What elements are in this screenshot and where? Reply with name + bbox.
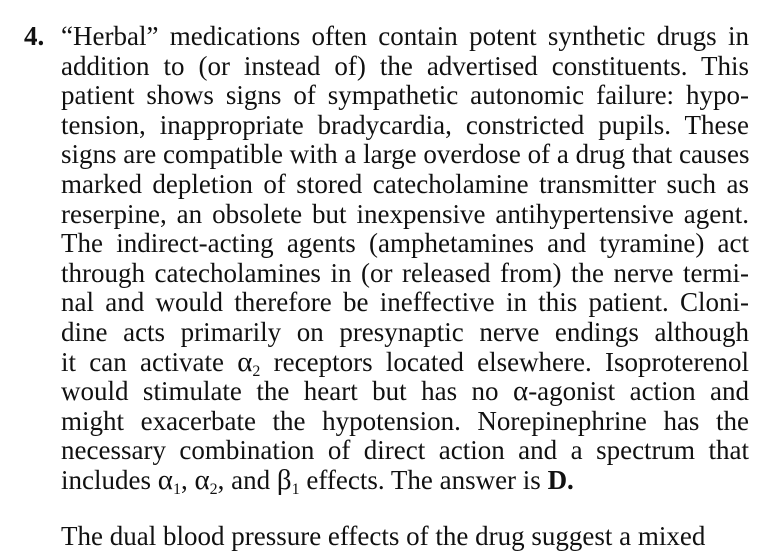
text-line: “Herbal” medications often contain potent synthetic drugs in [61,21,749,51]
next-item-cutoff [61,521,749,551]
text-line: might exacerbate the hypotension. Norepinephrine has the [61,405,749,436]
answer-explanation [61,22,749,496]
text-line: reserpine, an obsolete but inexpensive antihypertensive agent. [61,198,749,229]
text-fragment: includes [61,464,158,495]
text-fragment: , [180,464,195,495]
alpha-symbol: α [237,345,253,378]
text-line: necessary combination of direct action and a spectrum that [61,435,749,466]
alpha-symbol: α [512,375,529,408]
text-line: signs are compatible with a large overdose of a drug that causes [61,139,750,170]
text-line: dine acts primarily on presynaptic nerve endings although [61,316,749,347]
text-line-alpha [61,377,749,407]
text-fragment: -agonist action and [528,376,749,407]
beta-symbol: β [276,463,292,496]
text-line: marked depletion of stored catecholamine transmitter such as [61,168,749,199]
text-line-answer [61,463,749,498]
text-line: tension, inappropriate bradycardia, constricted pupils. These [61,109,749,140]
item-number: 4. [24,21,45,51]
answer-letter: D. [547,464,574,495]
text-fragment: , and [217,464,277,495]
text-line: patient shows signs of sympathetic autonomic failure: hypo- [61,80,749,111]
alpha-symbol: α [157,463,173,496]
subscript: 1 [172,480,181,498]
text-line: The indirect-acting agents (amphetamines and tyramine) act [61,228,749,259]
text-line: addition to (or instead of) the advertised constituents. This [61,50,749,81]
subscript: 1 [291,480,300,498]
next-line-partial-text: The dual blood pressure effects of the drug suggest a mixed [61,521,706,551]
text-line-alpha2 [61,345,749,380]
text-fragment: receptors located elsewhere. Isoproterenol [260,346,749,377]
subscript: 2 [252,362,261,380]
subscript: 2 [209,480,218,498]
alpha-symbol: α [194,463,210,496]
text-fragment: effects. The answer is [299,464,548,495]
text-fragment: it can activate [61,346,238,377]
text-line: through catecholamines in (or released from) the nerve termi- [61,257,749,288]
text-fragment: would stimulate the heart but has no [61,376,513,407]
text-line: nal and would therefore be ineffective in this patient. Cloni- [61,287,749,318]
